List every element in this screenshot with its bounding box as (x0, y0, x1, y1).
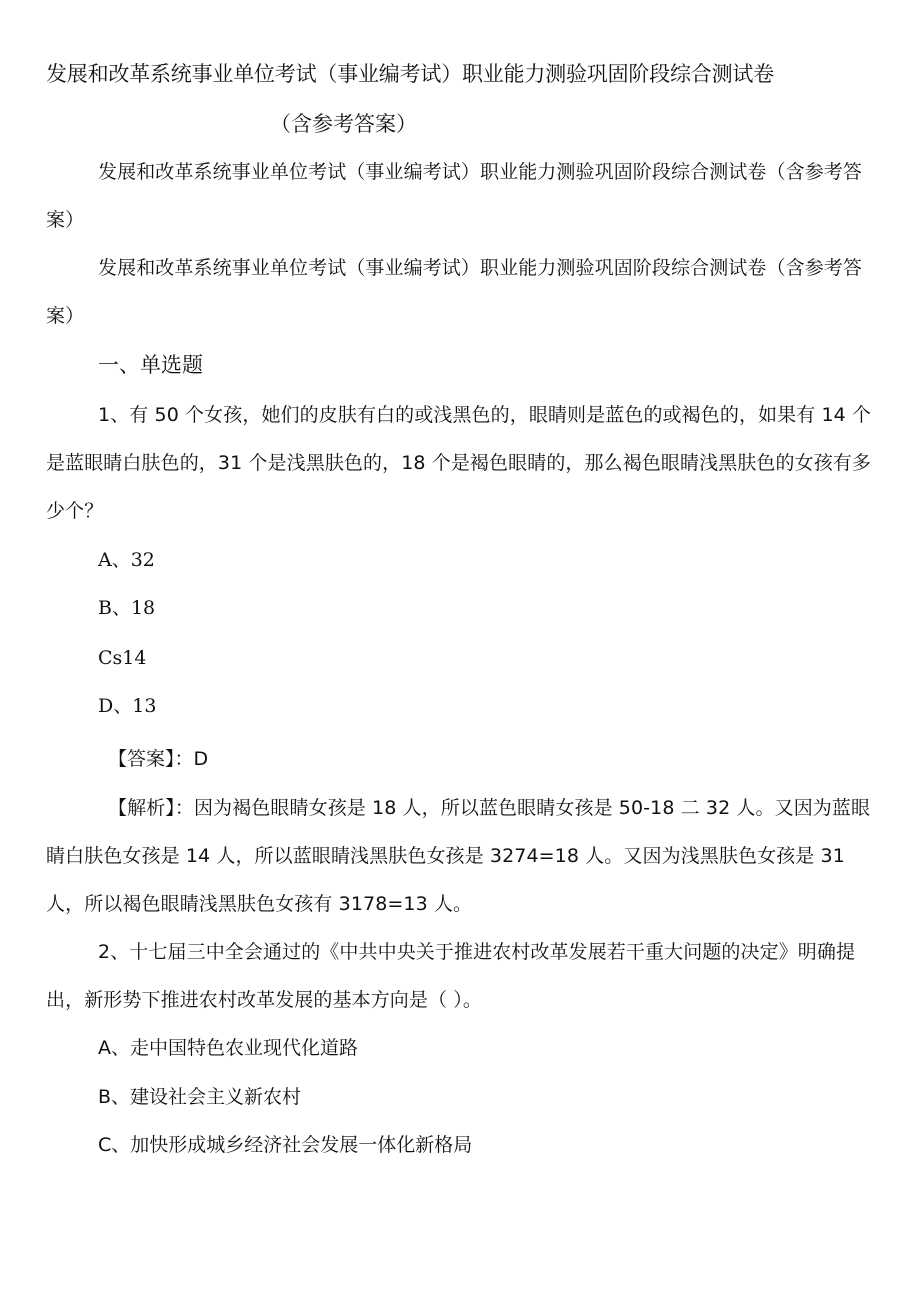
question-2-stem: 2、十七届三中全会通过的《中共中央关于推进农村改革发展若干重大问题的决定》明确提出，新形势下推进农村改革发展的基本方向是（ ）。 (46, 941, 856, 1011)
document-title-subtitle: （含参考答案） (270, 112, 417, 136)
question-1-option-b: B、18 (98, 597, 156, 619)
section-heading: 一、单选题 (98, 353, 203, 377)
question-2-option-a: A、走中国特色农业现代化道路 (98, 1037, 358, 1059)
question-1-analysis: 【解析】：因为褐色眼睛女孩是 18 人，所以蓝色眼睛女孩是 50-18 二 32 人。又因为蓝眼睛白肤色女孩是 14 人，所以蓝眼睛浅黑肤色女孩是 3274=18 人。又因为浅黑肤色女孩是 31 人，所以褐色眼睛浅黑肤色女孩有 3178=13 人。 (46, 797, 871, 915)
question-1-option-c: Cs14 (98, 647, 147, 669)
question-1-answer: 【答案】：D (108, 748, 209, 770)
question-1-option-a: A、32 (98, 549, 155, 571)
question-1-option-d: D、13 (98, 695, 157, 717)
document-title: 发展和改革系统事业单位考试（事业编考试）职业能力测验巩固阶段综合测试卷 (46, 62, 774, 86)
title-repeat-paragraph: 发展和改革系统事业单位考试（事业编考试）职业能力测验巩固阶段综合测试卷（含参考答案） (46, 161, 863, 231)
question-2-option-b: B、建设社会主义新农村 (98, 1086, 302, 1108)
question-2-option-c: C、加快形成城乡经济社会发展一体化新格局 (98, 1134, 473, 1156)
question-1-stem: 1、有 50 个女孩，她们的皮肤有白的或浅黑色的，眼睛则是蓝色的或褐色的，如果有 14 个是蓝眼睛白肤色的，31 个是浅黑肤色的，18 个是褐色眼睛的，那么褐色眼睛浅黑肤色的女孩有多少个？ (46, 404, 872, 522)
title-repeat-paragraph: 发展和改革系统事业单位考试（事业编考试）职业能力测验巩固阶段综合测试卷（含参考答案） (46, 257, 863, 327)
